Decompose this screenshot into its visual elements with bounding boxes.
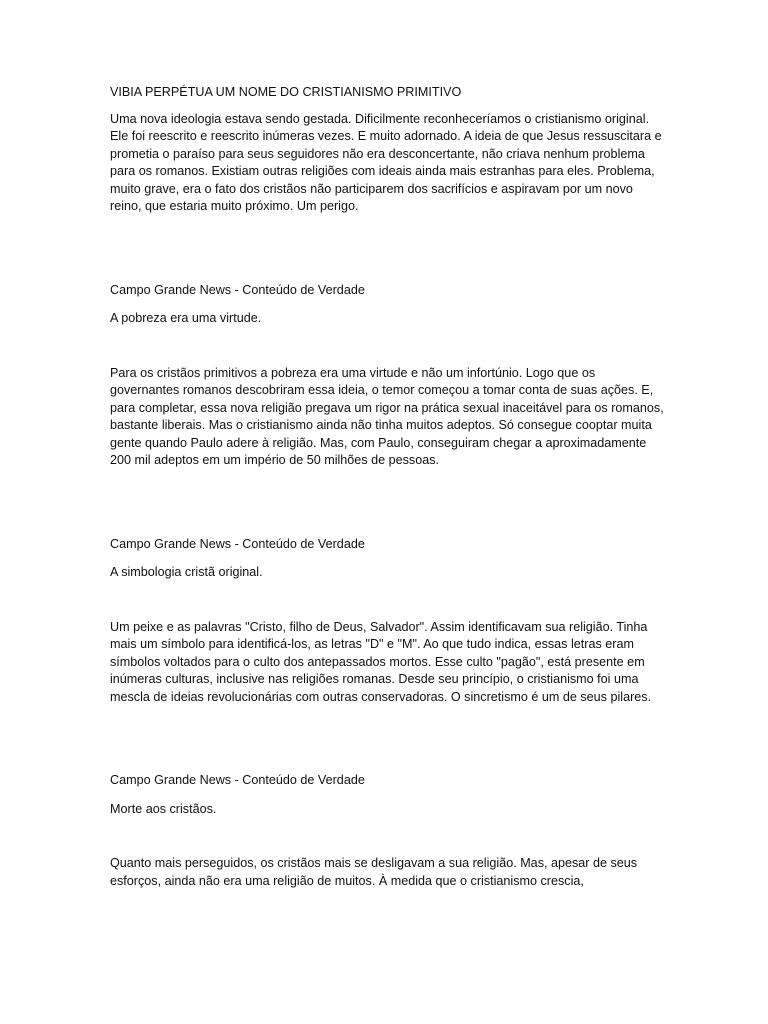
section-subtitle: A simbologia cristã original.: [110, 565, 263, 579]
spacer: [110, 328, 666, 365]
section-body: Para os cristãos primitivos a pobreza era uma virtude e não um infortúnio. Logo que os governantes romanos descobriram essa ideia, o temor começou a tomar conta de suas ações. E, para completar, essa nova religião pregava um rigor na prática sexual inaceitável para os romanos, bastante liberais. Mas o cristianismo ainda não tinha muitos adeptos. Só consegue cooptar muita gente quando Paulo adere à religião. Mas, com Paulo, conseguiram chegar a aproximadamente 200 mil adeptos em um império de 50 milhões de pessoas.: [110, 365, 664, 467]
intro-paragraph: Uma nova ideologia estava sendo gestada. Dificilmente reconheceríamos o cristianismo original. Ele foi reescrito e reescrito inúmeras vezes. E muito adornado. A ideia de que Jesus ressuscitara e prometia o paraíso para seus seguidores não era desconcertante, não criava nenhum problema para os romanos. Existiam outras religiões com ideais ainda mais estranhas para eles. Problema, muito grave, era o fato dos cristãos não participarem dos sacrifícios e aspiravam por um novo reino, que estaria muito próximo. Um perigo.: [110, 111, 662, 213]
section-subtitle: A pobreza era uma virtude.: [110, 311, 262, 325]
spacer: [110, 470, 666, 536]
document-title: VIBIA PERPÉTUA UM NOME DO CRISTIANISMO PRIMITIVO: [110, 85, 462, 99]
spacer: [110, 818, 666, 855]
spacer: [110, 582, 666, 619]
section-body: Um peixe e as palavras "Cristo, filho de Deus, Salvador". Assim identificavam sua religião. Tinha mais um símbolo para identificá-los, as letras "D" e "M". Ao que tudo indica, essas letras eram símbolos voltados para o culto dos antepassados mortos. Esse culto "pagão", está presente em inúmeras culturas, inclusive nas religiões romanas. Desde seu princípio, o cristianismo foi uma mescla de ideias revolucionárias com outras conservadoras. O sincretismo é um de seus pilares.: [110, 619, 652, 704]
section-source: Campo Grande News - Conteúdo de Verdade: [110, 536, 365, 551]
spacer: [110, 216, 666, 282]
section-body: Quanto mais perseguidos, os cristãos mais se desligavam a sua religião. Mas, apesar de seus esforços, ainda não era uma religião de muitos. À medida que o cristianismo crescia,: [110, 856, 638, 888]
section-subtitle: Morte aos cristãos.: [110, 801, 217, 816]
section-source: Campo Grande News - Conteúdo de Verdade: [110, 773, 365, 787]
spacer: [110, 706, 666, 772]
section-source: Campo Grande News - Conteúdo de Verdade: [110, 282, 365, 297]
document-content: [110, 84, 666, 890]
